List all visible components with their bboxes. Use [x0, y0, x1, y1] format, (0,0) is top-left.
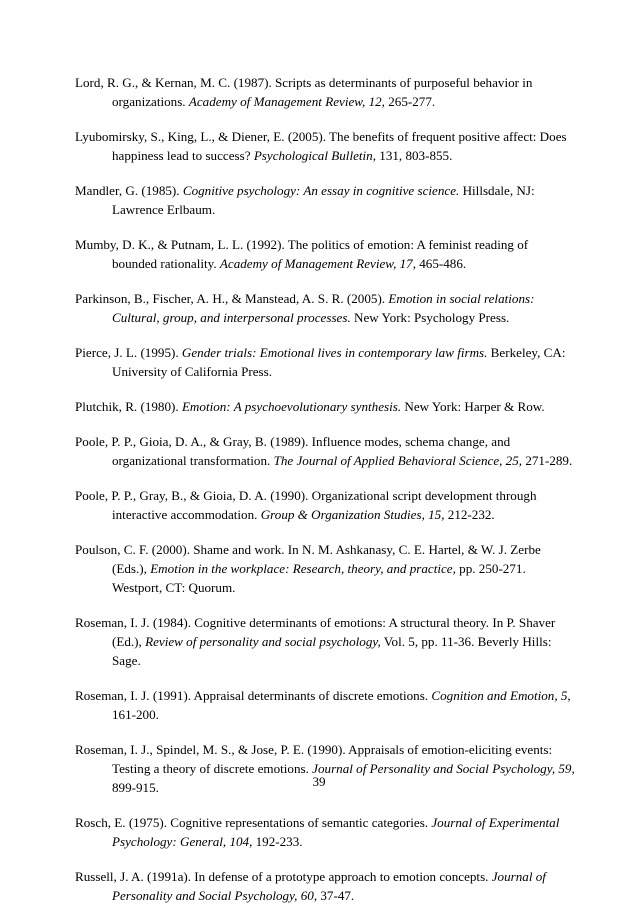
reference-text: Lord, R. G., & Kernan, M. C. (1987). Scripts as determinants of purposeful behavior in organizations.: [75, 75, 533, 109]
reference-entry: [75, 343, 575, 381]
reference-text: Parkinson, B., Fischer, A. H., & Manstead, A. S. R. (2005).: [75, 291, 389, 306]
reference-entry: [75, 127, 575, 165]
reference-entry: [75, 867, 575, 905]
reference-text: Russell, J. A. (1991a). In defense of a prototype approach to emotion concepts.: [75, 869, 492, 884]
reference-text: Roseman, I. J., Spindel, M. S., & Jose, P. E. (1990). Appraisals of emotion-eliciting events: Testing a theory of discrete emotions.: [75, 742, 553, 776]
reference-text: Mandler, G. (1985).: [75, 183, 183, 198]
reference-text: Lyubomirsky, S., King, L., & Diener, E. (2005). The benefits of frequent positive affect: Does happiness lead to success?: [75, 129, 567, 163]
reference-list: [75, 73, 575, 921]
reference-source: Journal of Personality and Social Psychology, 60,: [112, 869, 546, 903]
reference-source: Academy of Management Review, 12,: [188, 94, 385, 109]
reference-details: New York: Harper & Row.: [401, 399, 545, 414]
reference-text: Plutchik, R. (1980).: [75, 399, 182, 414]
reference-entry: [75, 432, 575, 470]
reference-details: Hillsdale, NJ: Lawrence Erlbaum.: [112, 183, 535, 217]
reference-details: pp. 250-271. Westport, CT: Quorum.: [112, 561, 526, 595]
reference-details: 465-486.: [415, 256, 467, 271]
reference-details: 37-47.: [317, 888, 355, 903]
reference-source: Academy of Management Review, 17,: [219, 256, 416, 271]
reference-source: Group & Organization Studies, 15,: [260, 507, 445, 522]
reference-source: Emotion in social relations: Cultural, group, and interpersonal processes.: [112, 291, 535, 325]
reference-text: Poole, P. P., Gioia, D. A., & Gray, B. (1989). Influence modes, schema change, and organizational transformation.: [75, 434, 511, 468]
reference-source: Cognition and Emotion, 5,: [431, 688, 571, 703]
reference-source: Gender trials: Emotional lives in contemporary law firms.: [181, 345, 488, 360]
reference-text: Mumby, D. K., & Putnam, L. L. (1992). The politics of emotion: A feminist reading of bounded rationality.: [75, 237, 529, 271]
reference-details: Berkeley, CA: University of California Press.: [112, 345, 566, 379]
reference-source: Emotion: A psychoevolutionary synthesis.: [181, 399, 402, 414]
reference-entry: [75, 813, 575, 851]
page-number: 39: [312, 774, 326, 789]
reference-entry: [75, 235, 575, 273]
reference-text: Roseman, I. J. (1991). Appraisal determinants of discrete emotions.: [75, 688, 432, 703]
reference-source: Journal of Experimental Psychology: General, 104,: [112, 815, 560, 849]
reference-text: Poole, P. P., Gray, B., & Gioia, D. A. (1990). Organizational script development through interactive accommodation.: [75, 488, 537, 522]
reference-details: 899-915.: [112, 780, 159, 795]
reference-source: Emotion in the workplace: Research, theory, and practice,: [150, 561, 456, 576]
reference-entry: [75, 486, 575, 524]
reference-entry: [75, 397, 575, 416]
reference-source: Cognitive psychology: An essay in cognitive science.: [182, 183, 460, 198]
reference-details: 271-289.: [522, 453, 573, 468]
reference-entry: [75, 181, 575, 219]
reference-text: Roseman, I. J. (1984). Cognitive determinants of emotions: A structural theory. In P. Shaver (Ed.),: [75, 615, 556, 649]
reference-entry: [75, 613, 575, 670]
reference-details: 265-277.: [384, 94, 436, 109]
reference-source: The Journal of Applied Behavioral Science, 25,: [273, 453, 523, 468]
reference-entry: [75, 540, 575, 597]
reference-source: Journal of Personality and Social Psychology, 59,: [312, 761, 575, 776]
reference-text: Pierce, J. L. (1995).: [75, 345, 182, 360]
reference-details: 212-232.: [444, 507, 495, 522]
reference-details: New York: Psychology Press.: [350, 310, 510, 325]
reference-entry: [75, 289, 575, 327]
reference-source: Review of personality and social psychology,: [145, 634, 381, 649]
reference-details: 192-233.: [252, 834, 303, 849]
reference-details: 161-200.: [112, 707, 159, 722]
reference-entry: [75, 73, 575, 111]
reference-entry: [75, 686, 575, 724]
reference-details: , 131, 803-855.: [372, 148, 453, 163]
reference-source: Psychological Bulletin: [253, 148, 373, 163]
reference-text: Poulson, C. F. (2000). Shame and work. In N. M. Ashkanasy, C. E. Hartel, & W. J. Zerbe (Eds.),: [75, 542, 541, 576]
reference-text: Rosch, E. (1975). Cognitive representations of semantic categories.: [75, 815, 432, 830]
reference-details: Vol. 5, pp. 11-36. Beverly Hills: Sage.: [112, 634, 552, 668]
